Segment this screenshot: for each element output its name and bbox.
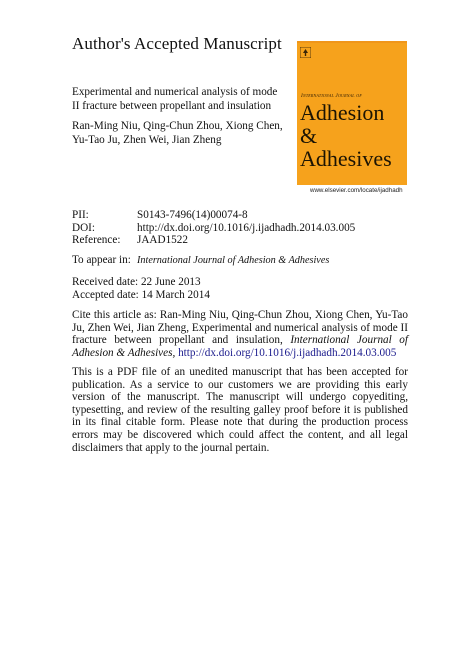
reference-value: JAAD1522 <box>137 234 188 247</box>
citation-doi-link[interactable]: http://dx.doi.org/10.1016/j.ijadhadh.2014.03.005 <box>178 346 397 359</box>
page-header: Author's Accepted Manuscript <box>72 34 282 53</box>
article-metadata <box>72 209 355 247</box>
citation-text: Cite this article as: Ran-Ming Niu, Qing-Chun Zhou, Xiong Chen, Yu-Tao Ju, Zhen Wei, Jian Zheng, Experimental and numerical analysis of mode II fracture between propellant and insulation, <box>72 309 408 347</box>
elsevier-tree-icon <box>300 47 311 58</box>
article-title: Experimental and numerical analysis of mode II fracture between propellant and insulation <box>72 86 278 112</box>
manuscript-dates <box>72 276 210 301</box>
cover-url-link[interactable]: www.elsevier.com/locate/ijadhadh <box>310 187 403 194</box>
cover-journal-line1: Adhesion & <box>300 100 385 148</box>
reference-row <box>72 234 355 247</box>
appear-in-row <box>72 254 329 266</box>
unedited-notice: This is a PDF file of an unedited manuscript that has been accepted for publication. As a service to our customers we are providing this early version of the manuscript. The manuscript will undergo copyediting, typesetting, and review of the resulting galley proof before it is published in its final citable form. Please note that during the production process errors may be discovered which could affect the content, and all legal disclaimers that apply to the journal pertain. <box>72 366 408 454</box>
accepted-date: Accepted date: 14 March 2014 <box>72 288 210 301</box>
appear-in-label: To appear in: <box>72 254 131 266</box>
reference-label: Reference: <box>72 234 121 247</box>
received-date: Received date: 22 June 2013 <box>72 276 201 288</box>
pii-value: S0143-7496(14)00074-8 <box>137 209 248 221</box>
pii-label: PII: <box>72 209 89 221</box>
appear-in-journal: International Journal of Adhesion & Adhesives <box>137 255 330 266</box>
cover-journal-line2: Adhesives <box>300 146 392 171</box>
pii-row <box>72 209 355 222</box>
doi-row <box>72 222 355 235</box>
cover-journal-name <box>300 101 406 170</box>
cover-journal-label: International Journal of <box>301 93 362 99</box>
citation-journal: International Journal of Adhesion & Adhesives, <box>72 334 409 359</box>
article-authors: Ran-Ming Niu, Qing-Chun Zhou, Xiong Chen, Yu-Tao Ju, Zhen Wei, Jian Zheng <box>72 120 283 146</box>
doi-label: DOI: <box>72 221 95 234</box>
doi-link[interactable]: http://dx.doi.org/10.1016/j.ijadhadh.2014.03.005 <box>137 221 356 234</box>
citation-block <box>72 309 408 359</box>
journal-cover <box>297 41 407 185</box>
